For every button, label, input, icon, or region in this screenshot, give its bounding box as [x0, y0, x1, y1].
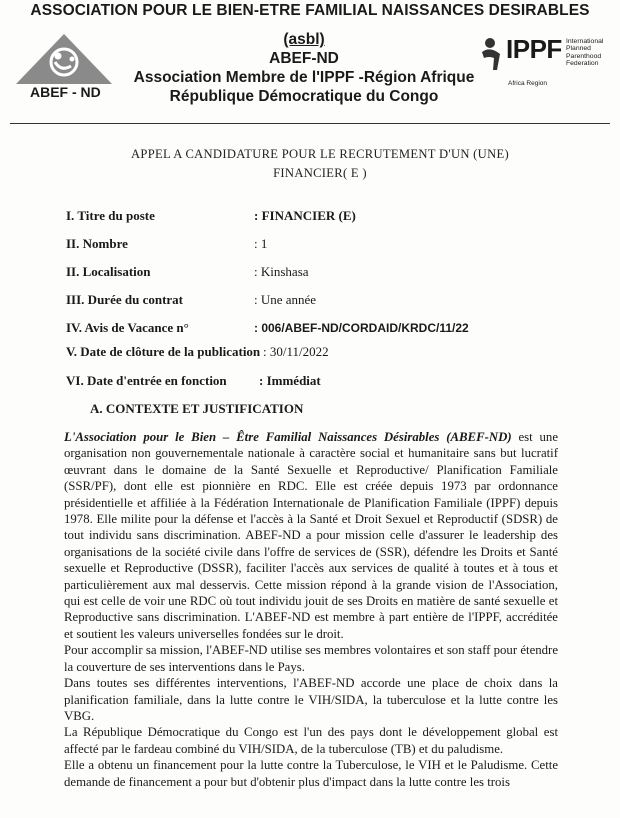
field-label: I. Titre du poste [66, 208, 155, 223]
paragraph: Pour accomplir sa mission, l'ABEF-ND utilise ses membres volontaires et son staff pour étendre la couverture de ses interventions dans le Pays. [64, 643, 558, 674]
body-text [64, 429, 558, 790]
heading-line-2: FINANCIER( E ) [273, 166, 367, 180]
field-value: : 006/ABEF-ND/CORDAID/KRDC/11/22 [254, 321, 469, 335]
section-heading: A. CONTEXTE ET JUSTIFICATION [90, 401, 304, 416]
field-value: : Une année [254, 292, 317, 307]
ippf-region: Africa Region [508, 80, 548, 87]
field-label: IV. Avis de Vacance n° [66, 320, 189, 335]
heading-line-1: APPEL A CANDIDATURE POUR LE RECRUTEMENT D'UN (UNE) [131, 147, 509, 161]
field-label: VI. Date d'entrée en fonction [66, 373, 227, 388]
paragraph [64, 429, 558, 642]
field-label: III. Durée du contrat [66, 292, 183, 307]
field-value: : 1 [254, 236, 268, 251]
ippf-logo-text: IPPF [506, 34, 562, 64]
paragraph: Dans toutes ses différentes interventions, l'ABEF-ND accorde une place de choix dans la planification familiale, dans la lutte contre le VIH/SIDA, la tuberculose et la lutte contre les VBG. [64, 676, 558, 723]
member-line: Association Membre de l'IPPF -Région Afrique [133, 69, 475, 86]
paragraph: Elle a obtenu un financement pour la lutte contre la Tuberculose, le VIH et le Paludisme. Cette demande de financement a pour but d'obtenir plus d'impact dans la lutte contre les trois [64, 758, 558, 789]
organization-name: L'Association pour le Bien – Être Familial Naissances Désirables (ABEF-ND) [64, 430, 512, 444]
ippf-long-name: International Planned Parenthood Federation [566, 38, 604, 68]
header-divider [10, 123, 610, 124]
logo-caption: ABEF - ND [30, 84, 101, 100]
organization-header [118, 30, 490, 106]
field-label: II. Localisation [66, 264, 151, 279]
association-title: ASSOCIATION POUR LE BIEN-ETRE FAMILIAL NAISSANCES DESIRABLES [30, 2, 590, 19]
field-value: : Immédiat [259, 373, 321, 388]
document-heading [0, 145, 620, 183]
country-line: République Démocratique du Congo [169, 88, 439, 105]
paragraph: La République Démocratique du Congo est l'un des pays dont le développement global est affecté par le fardeau combiné du VIH/SIDA, de la tuberculose (TB) et du paludisme. [64, 725, 558, 756]
field-label: II. Nombre [66, 236, 128, 251]
acronym: ABEF-ND [269, 50, 339, 67]
paragraph-text: est une organisation non gouvernementale nationale à caractère social et humanitaire sans but lucratif œuvrant dans le domaine de la Santé Sexuelle et Reproductive/ Planification Familiale (SSR/PF), dont elle est pionnière en RDC. Elle est créée depuis 1973 par ordonnance présidentielle et affiliée à la Fédération Internationale de Planification Familiale (IPPF) depuis 1978. Elle milite pour la défense et l'accès à la Santé et Droit Sexuel et Reproductif (SDSR) de tout individu sans discrimination. ABEF-ND a pour mission celle d'assurer le leadership des organisations de la société civile dans l'offre de services de (SSR), défendre les Droits et Santé sexuelle et Reproductive (DSSR), faciliter l'accès aux services de qualité à toutes et à tous et particulièrement aux mal desservis. Cette mission répond à la grande vision de l'Association, qui est celle de voir une RDC où tout individu jouit de ses Droits en matière de santé sexuelle et Reproductive sans discrimination. L'ABEF-ND est membre à part entière de l'IPPF, accréditée et soutient les valeurs universelles fondées sur le droit. [64, 430, 558, 641]
field-label: V. Date de clôture de la publication [66, 344, 261, 359]
ippf-mark-icon [478, 36, 506, 72]
field-value: : Kinshasa [254, 264, 309, 279]
field-value: : FINANCIER (E) [254, 208, 356, 223]
asbl-label: (asbl) [283, 31, 325, 48]
field-value: : 30/11/2022 [263, 344, 329, 359]
